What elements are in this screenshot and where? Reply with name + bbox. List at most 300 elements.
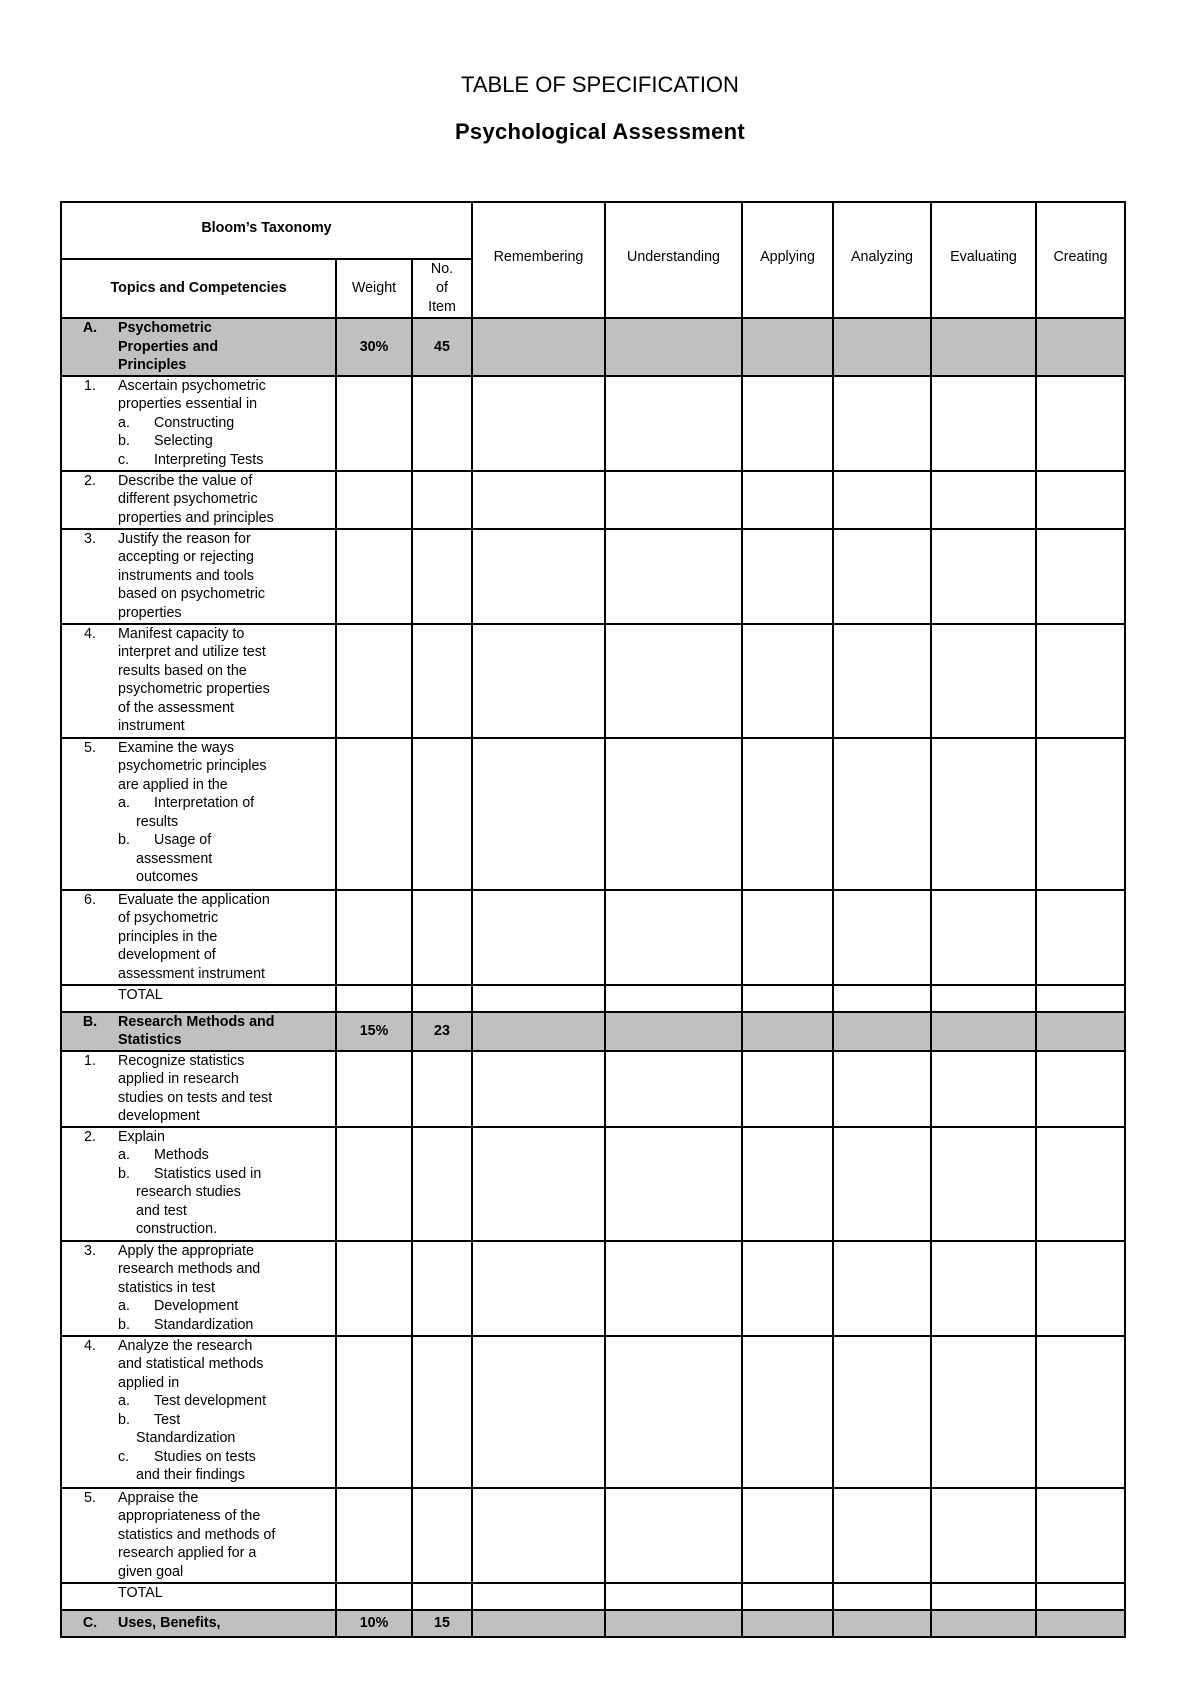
header-row-blooms [61, 202, 1125, 259]
spacer [62, 451, 118, 470]
sub-item-text: Test [154, 1411, 181, 1428]
analyzing-cell [833, 738, 931, 890]
remembering-cell [472, 1336, 605, 1488]
item-number [62, 1107, 118, 1126]
sub-item-text: Studies on tests [154, 1448, 256, 1465]
competency-line [62, 1052, 335, 1071]
applying-cell [742, 1241, 833, 1336]
applying-cell [742, 1127, 833, 1241]
items-cell [412, 1051, 472, 1127]
section-evaluating-cell [931, 318, 1036, 376]
competency-row [61, 1488, 1125, 1583]
spacer [62, 432, 118, 451]
sub-item-letter: a. [118, 1147, 130, 1163]
competency-line: construction. [136, 1221, 218, 1237]
section-remembering-cell [472, 318, 605, 376]
competency-row [61, 529, 1125, 624]
understanding-cell [605, 624, 742, 738]
creating-cell [1036, 529, 1125, 624]
evaluating-cell [931, 738, 1036, 890]
understanding-cell [605, 1583, 742, 1610]
weight-cell [336, 1051, 412, 1127]
evaluating-cell [931, 624, 1036, 738]
sub-item-text: Development [154, 1298, 239, 1314]
item-number [62, 717, 118, 736]
remembering-cell [472, 624, 605, 738]
competency-line [62, 946, 335, 965]
competency-line [62, 1242, 335, 1261]
section-applying-cell [742, 1610, 833, 1637]
competency-line [62, 414, 335, 433]
competency-line [62, 1337, 335, 1356]
section-evaluating-cell [931, 1610, 1036, 1637]
item-text: research applied for a [118, 1545, 257, 1561]
spacer [62, 1146, 118, 1165]
item-number: 4. [84, 625, 96, 642]
item-text: Examine the ways [118, 739, 235, 756]
competency-line [62, 662, 335, 681]
sub-item-text: Interpretation of [154, 795, 255, 811]
understanding-cell [605, 1488, 742, 1583]
item-text: Justify the reason for [118, 530, 251, 547]
level-header-applying: Applying [742, 202, 833, 318]
weight-cell [336, 985, 412, 1012]
applying-cell [742, 1336, 833, 1488]
item-text: applied in [118, 1374, 180, 1391]
item-number [62, 509, 118, 528]
item-number: 3. [84, 530, 96, 547]
item-text: properties and principles [118, 509, 274, 526]
items-cell [412, 1127, 472, 1241]
section-letter [62, 338, 118, 357]
competency-line [62, 928, 335, 947]
item-number: 2. [84, 1128, 96, 1145]
item-number [62, 1355, 118, 1374]
section-label-line [62, 1013, 335, 1032]
competency-text [61, 1051, 336, 1127]
competency-line [62, 757, 335, 776]
weight-cell [336, 1241, 412, 1336]
weight-cell [336, 376, 412, 471]
item-number [62, 490, 118, 509]
sub-item-letter: a. [118, 1393, 130, 1409]
section-title-text: Uses, Benefits, [118, 1614, 221, 1631]
competency-line [62, 776, 335, 795]
competency-line [62, 1507, 335, 1526]
item-number: 3. [84, 1242, 96, 1259]
competency-line [62, 509, 335, 528]
competency-line [62, 604, 335, 623]
sub-item-letter: b. [118, 832, 130, 848]
item-text: applied in research [118, 1071, 239, 1087]
creating-cell [1036, 1583, 1125, 1610]
creating-cell [1036, 471, 1125, 529]
competency-row [61, 1336, 1125, 1488]
sub-item-letter: c. [118, 451, 130, 468]
competency-text [61, 1583, 336, 1610]
item-number: 1. [84, 377, 96, 394]
items-cell [412, 738, 472, 890]
items-cell [412, 529, 472, 624]
topics-header: Topics and Competencies [61, 259, 336, 318]
section-label-line [62, 1614, 335, 1633]
competency-text [61, 738, 336, 890]
level-header-analyzing: Analyzing [833, 202, 931, 318]
competency-row [61, 985, 1125, 1012]
analyzing-cell [833, 376, 931, 471]
sub-item-text: Standardization [154, 1316, 254, 1333]
item-text: Recognize statistics [118, 1052, 245, 1069]
competency-line [62, 1448, 335, 1467]
applying-cell [742, 985, 833, 1012]
blooms-taxonomy-header: Bloom’s Taxonomy [61, 202, 472, 259]
items-cell [412, 471, 472, 529]
item-text: Apply the appropriate [118, 1242, 254, 1259]
competency-line [62, 1489, 335, 1508]
section-remembering-cell [472, 1012, 605, 1051]
competency-row [61, 1051, 1125, 1127]
item-text: Explain [118, 1128, 165, 1145]
item-text: instruments and tools [118, 567, 254, 584]
section-analyzing-cell [833, 1610, 931, 1637]
competency-line [62, 377, 335, 396]
item-number [62, 928, 118, 947]
creating-cell [1036, 890, 1125, 985]
evaluating-cell [931, 471, 1036, 529]
item-number [62, 1544, 118, 1563]
competency-line [62, 1107, 335, 1126]
item-number [62, 1374, 118, 1393]
competency-line [62, 965, 335, 984]
competency-line: assessment [136, 850, 213, 867]
item-text: of the assessment [118, 699, 235, 716]
item-number [62, 1584, 118, 1603]
remembering-cell [472, 738, 605, 890]
spacer [62, 794, 118, 813]
section-weight: 30% [336, 318, 412, 376]
competency-line [62, 1297, 335, 1316]
item-number [62, 567, 118, 586]
competency-line: and their findings [136, 1467, 245, 1483]
competency-line [62, 1128, 335, 1147]
weight-cell [336, 1336, 412, 1488]
competency-text [61, 471, 336, 529]
weight-cell [336, 624, 412, 738]
item-text: are applied in the [118, 776, 228, 793]
item-text: statistics in test [118, 1279, 215, 1296]
section-creating-cell [1036, 1012, 1125, 1051]
weight-cell [336, 1127, 412, 1241]
item-text: given goal [118, 1563, 184, 1580]
competency-line [62, 1584, 335, 1603]
section-remembering-cell [472, 1610, 605, 1637]
section-analyzing-cell [833, 1012, 931, 1051]
section-label-line [62, 1031, 335, 1050]
item-number [62, 946, 118, 965]
section-letter: C. [82, 1614, 98, 1631]
evaluating-cell [931, 1336, 1036, 1488]
item-text: interpret and utilize test [118, 644, 266, 660]
item-number: 2. [84, 472, 96, 489]
section-items: 45 [412, 318, 472, 376]
item-number: 1. [84, 1052, 96, 1069]
applying-cell [742, 1488, 833, 1583]
competency-line [62, 1411, 335, 1430]
competency-line [62, 490, 335, 509]
competency-line [62, 395, 335, 414]
competency-line [62, 1279, 335, 1298]
competency-line [62, 548, 335, 567]
competency-row [61, 738, 1125, 890]
competency-line [62, 1089, 335, 1108]
section-label [61, 1012, 336, 1051]
analyzing-cell [833, 529, 931, 624]
item-text: psychometric properties [118, 681, 270, 697]
evaluating-cell [931, 1583, 1036, 1610]
section-title-text: Statistics [118, 1032, 182, 1048]
competency-line [62, 1355, 335, 1374]
item-number [62, 548, 118, 567]
competency-line [62, 585, 335, 604]
item-text: and statistical methods [118, 1356, 264, 1372]
sub-item-text: Statistics used in [154, 1165, 262, 1182]
competency-line [62, 1070, 335, 1089]
evaluating-cell [931, 890, 1036, 985]
competency-line [62, 643, 335, 662]
remembering-cell [472, 529, 605, 624]
competency-line [62, 472, 335, 491]
section-title-text: Research Methods and [118, 1013, 275, 1030]
item-text: instrument [118, 718, 185, 734]
creating-cell [1036, 985, 1125, 1012]
section-letter: A. [82, 320, 98, 336]
sub-item-text: Test development [154, 1393, 267, 1409]
competency-row [61, 1241, 1125, 1336]
item-number [62, 680, 118, 699]
section-understanding-cell [605, 1610, 742, 1637]
item-text: Manifest capacity to [118, 625, 245, 642]
competency-line [62, 680, 335, 699]
remembering-cell [472, 1241, 605, 1336]
document-subtitle: Psychological Assessment [454, 119, 746, 144]
competency-line [62, 739, 335, 758]
level-header-evaluating: Evaluating [931, 202, 1036, 318]
item-number [62, 757, 118, 776]
section-label-line [62, 319, 335, 338]
item-number [62, 1563, 118, 1582]
section-applying-cell [742, 1012, 833, 1051]
items-cell [412, 1583, 472, 1610]
level-header-creating: Creating [1036, 202, 1125, 318]
competency-line [62, 891, 335, 910]
section-understanding-cell [605, 1012, 742, 1051]
item-text: development [118, 1108, 200, 1124]
item-text: development of [118, 947, 216, 963]
competency-line [62, 432, 335, 451]
spacer [62, 1316, 118, 1335]
competency-line: research studies [136, 1184, 241, 1200]
item-text: Describe the value of [118, 472, 253, 489]
analyzing-cell [833, 1583, 931, 1610]
level-header-remembering: Remembering [472, 202, 605, 318]
item-text: Appraise the [118, 1489, 199, 1506]
section-title-text: Properties and [118, 338, 219, 355]
item-text: properties [118, 604, 182, 621]
competency-line [62, 794, 335, 813]
item-number [62, 604, 118, 623]
item-number: 5. [84, 739, 96, 756]
sub-item-letter: b. [118, 1316, 130, 1333]
item-text: based on psychometric [118, 586, 266, 602]
competency-line [62, 530, 335, 549]
section-items: 15 [412, 1610, 472, 1637]
remembering-cell [472, 1051, 605, 1127]
weight-cell [336, 738, 412, 890]
sub-item-letter: b. [118, 1411, 130, 1428]
spacer [62, 1297, 118, 1316]
understanding-cell [605, 1127, 742, 1241]
understanding-cell [605, 529, 742, 624]
weight-header: Weight [336, 259, 412, 318]
competency-line [62, 1563, 335, 1582]
item-number [62, 1070, 118, 1089]
understanding-cell [605, 890, 742, 985]
competency-line [62, 1374, 335, 1393]
item-number: 4. [84, 1337, 96, 1354]
sub-item-text: Usage of [154, 832, 212, 848]
competency-line [62, 451, 335, 470]
evaluating-cell [931, 1051, 1036, 1127]
competency-row [61, 624, 1125, 738]
document-title: TABLE OF SPECIFICATION [461, 72, 739, 97]
level-header-understanding: Understanding [605, 202, 742, 318]
applying-cell [742, 890, 833, 985]
spacer [62, 1448, 118, 1467]
analyzing-cell [833, 890, 931, 985]
item-number [62, 1089, 118, 1108]
creating-cell [1036, 1241, 1125, 1336]
understanding-cell [605, 1051, 742, 1127]
section-label-line [62, 356, 335, 375]
section-letter [62, 356, 118, 375]
item-number [62, 909, 118, 928]
section-label-line [62, 338, 335, 357]
item-number [62, 1260, 118, 1279]
item-number [62, 585, 118, 604]
applying-cell [742, 738, 833, 890]
section-letter: B. [82, 1013, 98, 1030]
creating-cell [1036, 1488, 1125, 1583]
competency-row [61, 471, 1125, 529]
understanding-cell [605, 985, 742, 1012]
items-cell [412, 376, 472, 471]
analyzing-cell [833, 985, 931, 1012]
competency-line [62, 567, 335, 586]
item-number [62, 662, 118, 681]
weight-cell [336, 1488, 412, 1583]
spacer [62, 1411, 118, 1430]
item-text: appropriateness of the [118, 1508, 261, 1524]
competency-line [62, 1165, 335, 1184]
competency-line: and test [136, 1202, 187, 1219]
item-number [62, 776, 118, 795]
spacer [62, 1392, 118, 1411]
sub-item-letter: a. [118, 414, 130, 431]
competency-row [61, 1583, 1125, 1610]
remembering-cell [472, 1488, 605, 1583]
section-analyzing-cell [833, 318, 931, 376]
sub-item-text: Methods [154, 1147, 209, 1163]
item-number [62, 395, 118, 414]
remembering-cell [472, 1583, 605, 1610]
no-of-item-header: No. of Item [412, 259, 472, 318]
item-text: TOTAL [118, 986, 163, 1003]
evaluating-cell [931, 985, 1036, 1012]
applying-cell [742, 529, 833, 624]
weight-cell [336, 1583, 412, 1610]
section-label [61, 318, 336, 376]
sub-item-text: Interpreting Tests [154, 451, 264, 468]
items-cell [412, 1488, 472, 1583]
applying-cell [742, 376, 833, 471]
item-text: principles in the [118, 928, 218, 945]
remembering-cell [472, 890, 605, 985]
item-text: accepting or rejecting [118, 549, 254, 565]
item-text: Ascertain psychometric [118, 377, 266, 394]
items-cell [412, 890, 472, 985]
remembering-cell [472, 985, 605, 1012]
creating-cell [1036, 376, 1125, 471]
section-row [61, 1610, 1125, 1637]
item-text: Evaluate the application [118, 891, 270, 908]
item-number [62, 1507, 118, 1526]
evaluating-cell [931, 376, 1036, 471]
section-creating-cell [1036, 318, 1125, 376]
creating-cell [1036, 738, 1125, 890]
competency-line [62, 699, 335, 718]
competency-row [61, 1127, 1125, 1241]
item-number [62, 986, 118, 1005]
specification-table [60, 201, 1126, 1638]
analyzing-cell [833, 1488, 931, 1583]
competency-line: results [136, 813, 179, 830]
spacer [62, 831, 118, 850]
section-creating-cell [1036, 1610, 1125, 1637]
item-number [62, 1526, 118, 1545]
applying-cell [742, 1051, 833, 1127]
competency-row [61, 890, 1125, 985]
section-row [61, 318, 1125, 376]
spacer [62, 1165, 118, 1184]
section-row [61, 1012, 1125, 1051]
section-weight: 10% [336, 1610, 412, 1637]
remembering-cell [472, 1127, 605, 1241]
competency-line [62, 1392, 335, 1411]
item-text: TOTAL [118, 1584, 163, 1601]
section-label [61, 1610, 336, 1637]
creating-cell [1036, 1051, 1125, 1127]
understanding-cell [605, 1241, 742, 1336]
competency-text [61, 1336, 336, 1488]
section-letter [62, 1031, 118, 1050]
section-weight: 15% [336, 1012, 412, 1051]
competency-line [62, 909, 335, 928]
evaluating-cell [931, 1127, 1036, 1241]
item-number [62, 1279, 118, 1298]
applying-cell [742, 624, 833, 738]
competency-text [61, 1488, 336, 1583]
competency-text [61, 985, 336, 1012]
